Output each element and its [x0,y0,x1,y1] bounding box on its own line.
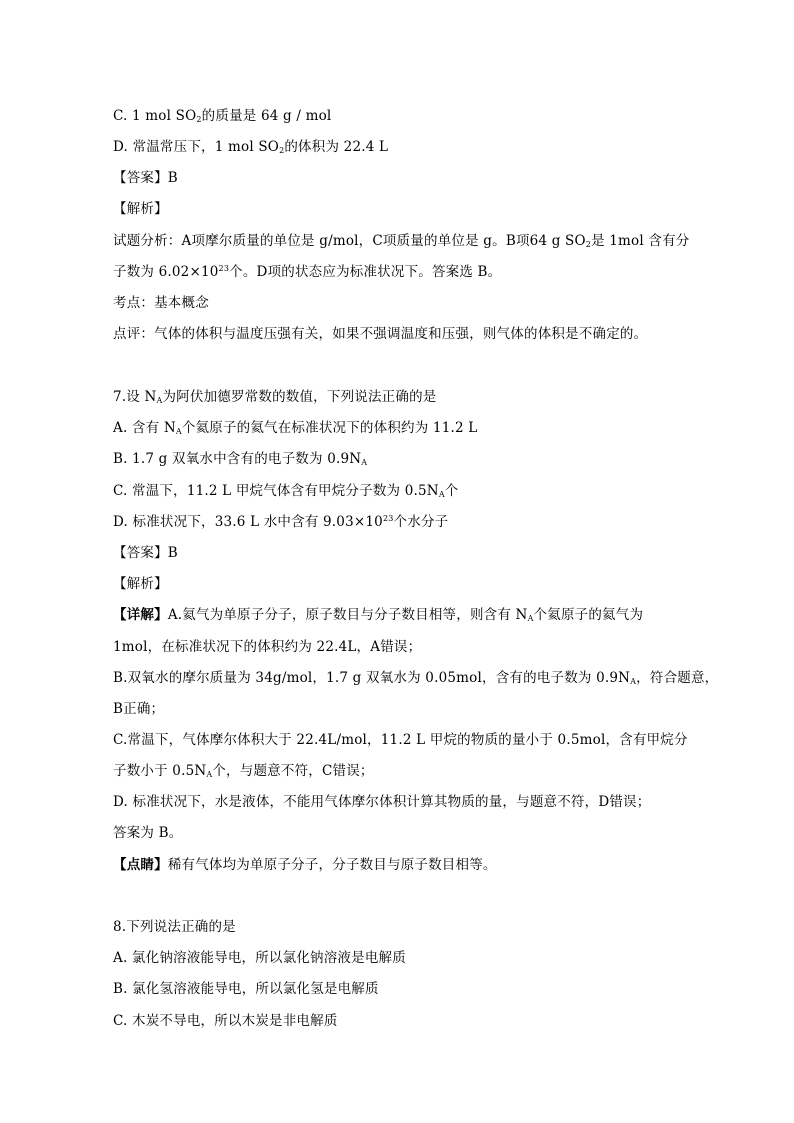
q7-option-a [113,416,477,436]
subscript: A [206,770,213,779]
q6-analysis-heading: 【解析】 [113,201,168,217]
subscript: A [438,490,445,499]
q6-answer: 【答案】B [113,170,178,186]
q8-option-c: C. 木炭不导电，所以木炭是非电解质 [113,1013,338,1029]
q7-dianjing [113,853,497,873]
q7-detail-line-8: 答案为 B。 [113,825,183,841]
detail-text: B.双氧水的摩尔质量为 34g/mol，1.7 g 双氧水为 0.05mol，含有的电子数为 0.9N [113,670,631,686]
dianjing-label: 【点睛】 [113,857,168,873]
analysis-text: 试题分析：A项摩尔质量的单位是 g/mol，C项质量的单位是 g。B项64 g SO [113,233,586,249]
option-text: A. 含有 N [113,420,176,436]
dianjing-text: 稀有气体均为单原子分子，分子数目与原子数目相等。 [167,857,497,873]
q7-detail-line-6 [113,759,374,779]
detail-text: 子数小于 0.5N [113,763,207,779]
subscript: 2 [196,115,202,124]
q7-stem-text-2: 为阿伏加德罗常数的数值，下列说法正确的是 [162,389,437,405]
option-text-2: 个 [444,483,459,499]
q8-stem: 8.下列说法正确的是 [113,919,236,935]
detail-text: A.氦气为单原子分子，原子数目与分子数目相等，则含有 N [167,607,528,623]
option-text-2: 个水分子 [393,514,449,530]
q6-analysis-line-2 [113,260,501,280]
q6-option-c-text: C. 1 mol SO [113,108,197,124]
q7-stem-text: 7.设 N [113,389,157,405]
q7-stem [113,385,436,405]
q7-detail-line-5: C.常温下，气体摩尔体积大于 22.4L/mol，11.2 L 甲烷的物质的量小于 0.5mol，含有甲烷分 [113,732,688,748]
q6-dianping: 点评：气体的体积与温度压强有关，如果不强调温度和压强，则气体的体积是不确定的。 [113,326,648,342]
q6-option-d [113,135,388,155]
q8-option-b: B. 氯化氢溶液能导电，所以氯化氢是电解质 [113,981,379,997]
q7-detail-line-7: D. 标准状况下，水是液体，不能用气体摩尔体积计算其物质的量，与题意不符，D错误； [113,794,651,810]
q7-option-c [113,479,459,499]
subscript: A [527,614,534,623]
q6-analysis-line-1 [113,229,690,249]
q6-option-c [113,104,331,124]
subscript: A [361,458,368,467]
q7-detail-line-2: 1mol，在标准状况下的体积约为 22.4L，A错误； [113,639,422,655]
q6-option-c-text-2: 的质量是 64 g / mol [201,108,332,124]
q7-detail-line-3 [113,666,718,686]
detail-text-2: 个氦原子的氦气为 [533,607,644,623]
q6-option-d-text-2: 的体积为 22.4 L [284,139,389,155]
analysis-text-2: 是 1mol 含有分 [591,233,690,249]
option-text: D. 标准状况下，33.6 L 水中含有 9.03×10 [113,514,383,530]
q7-detail-line-1 [113,603,643,623]
detail-text-2: ，符合题意， [636,670,719,686]
subscript: 2 [585,240,592,249]
q7-option-d [113,510,448,530]
subscript: 2 [279,146,285,155]
q7-answer: 【答案】B [113,545,178,561]
subscript: A [175,427,182,436]
analysis-text: 子数为 6.02×10 [113,264,219,280]
q6-option-d-text: D. 常温常压下，1 mol SO [113,139,280,155]
q7-option-b [113,447,367,467]
q6-kaodian: 考点：基本概念 [113,295,209,311]
option-text-2: 个氦原子的氦气在标准状况下的体积约为 11.2 L [181,420,478,436]
superscript: 23 [382,514,394,523]
q7-detail-line-4: B正确； [113,701,165,717]
detail-label: 【详解】 [113,607,168,623]
option-text: B. 1.7 g 双氧水中含有的电子数为 0.9N [113,451,362,467]
q7-analysis-heading: 【解析】 [113,576,168,592]
subscript: A [630,677,637,686]
superscript: 23 [218,264,230,273]
q8-option-a: A. 氯化钠溶液能导电，所以氯化钠溶液是电解质 [113,950,406,966]
detail-text-2: 个，与题意不符，C错误； [212,763,374,779]
subscript: A [156,396,163,405]
option-text: C. 常温下，11.2 L 甲烷气体含有甲烷分子数为 0.5N [113,483,439,499]
analysis-text-2: 个。D项的状态应为标准状况下。答案选 B。 [229,264,502,280]
